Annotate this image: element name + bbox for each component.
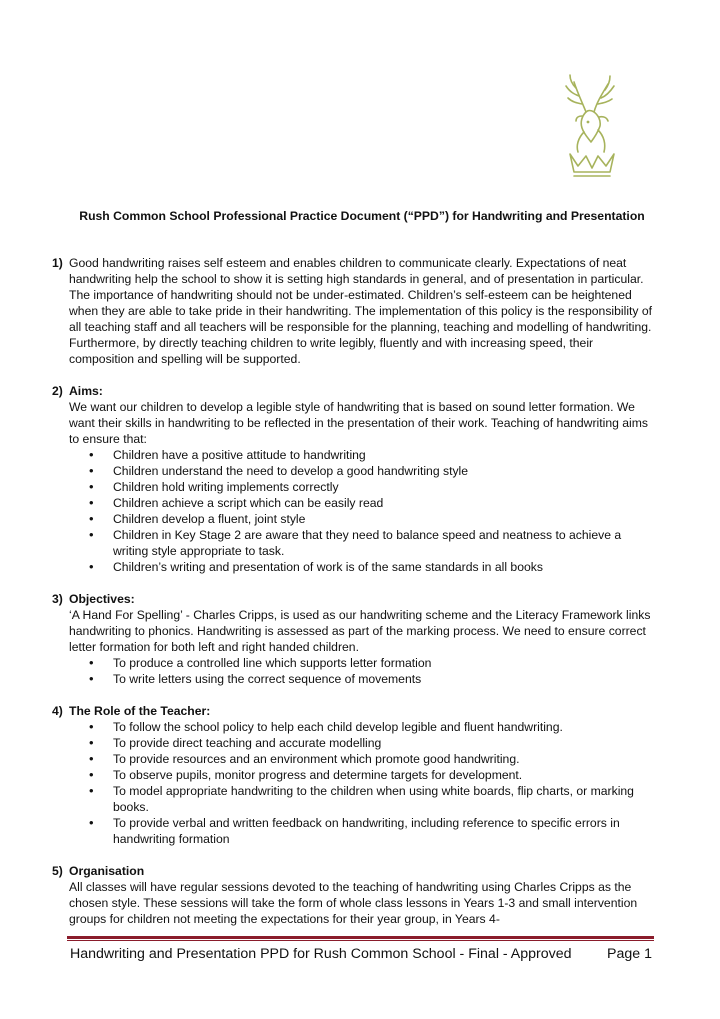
section-heading: The Role of the Teacher: bbox=[69, 704, 211, 718]
footer-rule-thin bbox=[67, 940, 654, 941]
section-paragraph: ‘A Hand For Spelling’ - Charles Cripps, is used as our handwriting scheme and the Literacy Framework links handwriting to phonics. Handwriting is assessed as part of the marking process. We need to ensure correct letter formation for both left and right handed children. bbox=[69, 608, 651, 654]
list-item: • To provide verbal and written feedback on handwriting, including reference to specific errors in handwriting formation bbox=[113, 815, 658, 847]
bullet-list bbox=[69, 719, 658, 847]
section-heading: Organisation bbox=[69, 864, 145, 878]
list-item: • To write letters using the correct sequence of movements bbox=[113, 671, 658, 687]
section-introduction bbox=[44, 255, 658, 367]
footer-document-name: Handwriting and Presentation PPD for Rush Common School - Final - Approved bbox=[70, 946, 572, 962]
section-number: 1) bbox=[52, 256, 63, 270]
section-paragraph: We want our children to develop a legible style of handwriting that is based on sound letter formation. We want their skills in handwriting to be reflected in the presentation of their work. Teaching of handwriting aims to ensure that: bbox=[69, 400, 648, 446]
list-item: • Children develop a fluent, joint style bbox=[113, 511, 658, 527]
list-item: • To provide resources and an environment which promote good handwriting. bbox=[113, 751, 658, 767]
list-item: • Children achieve a script which can be easily read bbox=[113, 495, 658, 511]
section-objectives bbox=[44, 591, 658, 687]
list-item: • Children have a positive attitude to handwriting bbox=[113, 447, 658, 463]
section-organisation bbox=[44, 863, 658, 927]
section-heading: Objectives: bbox=[69, 592, 135, 606]
document-body bbox=[44, 255, 658, 943]
section-role-of-teacher bbox=[44, 703, 658, 847]
section-paragraph: Good handwriting raises self esteem and enables children to communicate clearly. Expectations of neat handwriting help the school to show it is setting high standards in general, and of presentation in particular. The importance of handwriting should not be under-estimated. Children’s self-esteem can be heightened when they are able to take pride in their handwriting. The implementation of this policy is the responsibility of all teaching staff and all teachers will be responsible for the planning, teaching and modelling of handwriting. Furthermore, by directly teaching children to write legibly, fluently and with increasing speed, their composition and spelling will be supported. bbox=[69, 256, 653, 366]
section-number: 2) bbox=[52, 384, 63, 398]
stag-head-crown-crest-icon bbox=[560, 72, 624, 180]
list-item: • To follow the school policy to help each child develop legible and fluent handwriting. bbox=[113, 719, 658, 735]
section-heading: Aims: bbox=[69, 384, 103, 398]
school-crest-logo bbox=[560, 72, 624, 180]
list-item: • Children hold writing implements correctly bbox=[113, 479, 658, 495]
bullet-list bbox=[69, 655, 658, 687]
bullet-list bbox=[69, 447, 658, 575]
list-item: • To provide direct teaching and accurate modelling bbox=[113, 735, 658, 751]
section-number: 5) bbox=[52, 864, 63, 878]
list-item: • To produce a controlled line which supports letter formation bbox=[113, 655, 658, 671]
section-number: 3) bbox=[52, 592, 63, 606]
list-item: • Children understand the need to develop a good handwriting style bbox=[113, 463, 658, 479]
list-item: • To observe pupils, monitor progress and determine targets for development. bbox=[113, 767, 658, 783]
footer-page-number: Page 1 bbox=[607, 946, 652, 962]
list-item: • To model appropriate handwriting to the children when using white boards, flip charts, or marking books. bbox=[113, 783, 658, 815]
footer-rule-thick bbox=[67, 936, 654, 939]
document-title: Rush Common School Professional Practice Document (“PPD”) for Handwriting and Presentation bbox=[79, 209, 645, 223]
list-item: • Children in Key Stage 2 are aware that they need to balance speed and neatness to achieve a writing style appropriate to task. bbox=[113, 527, 658, 559]
section-aims bbox=[44, 383, 658, 575]
list-item: • Children’s writing and presentation of work is of the same standards in all books bbox=[113, 559, 658, 575]
section-paragraph: All classes will have regular sessions devoted to the teaching of handwriting using Charles Cripps as the chosen style. These sessions will take the form of whole class lessons in Years 1-3 and small intervention groups for children not meeting the expectations for their year group, in Years 4- bbox=[69, 880, 638, 926]
section-number: 4) bbox=[52, 704, 63, 718]
